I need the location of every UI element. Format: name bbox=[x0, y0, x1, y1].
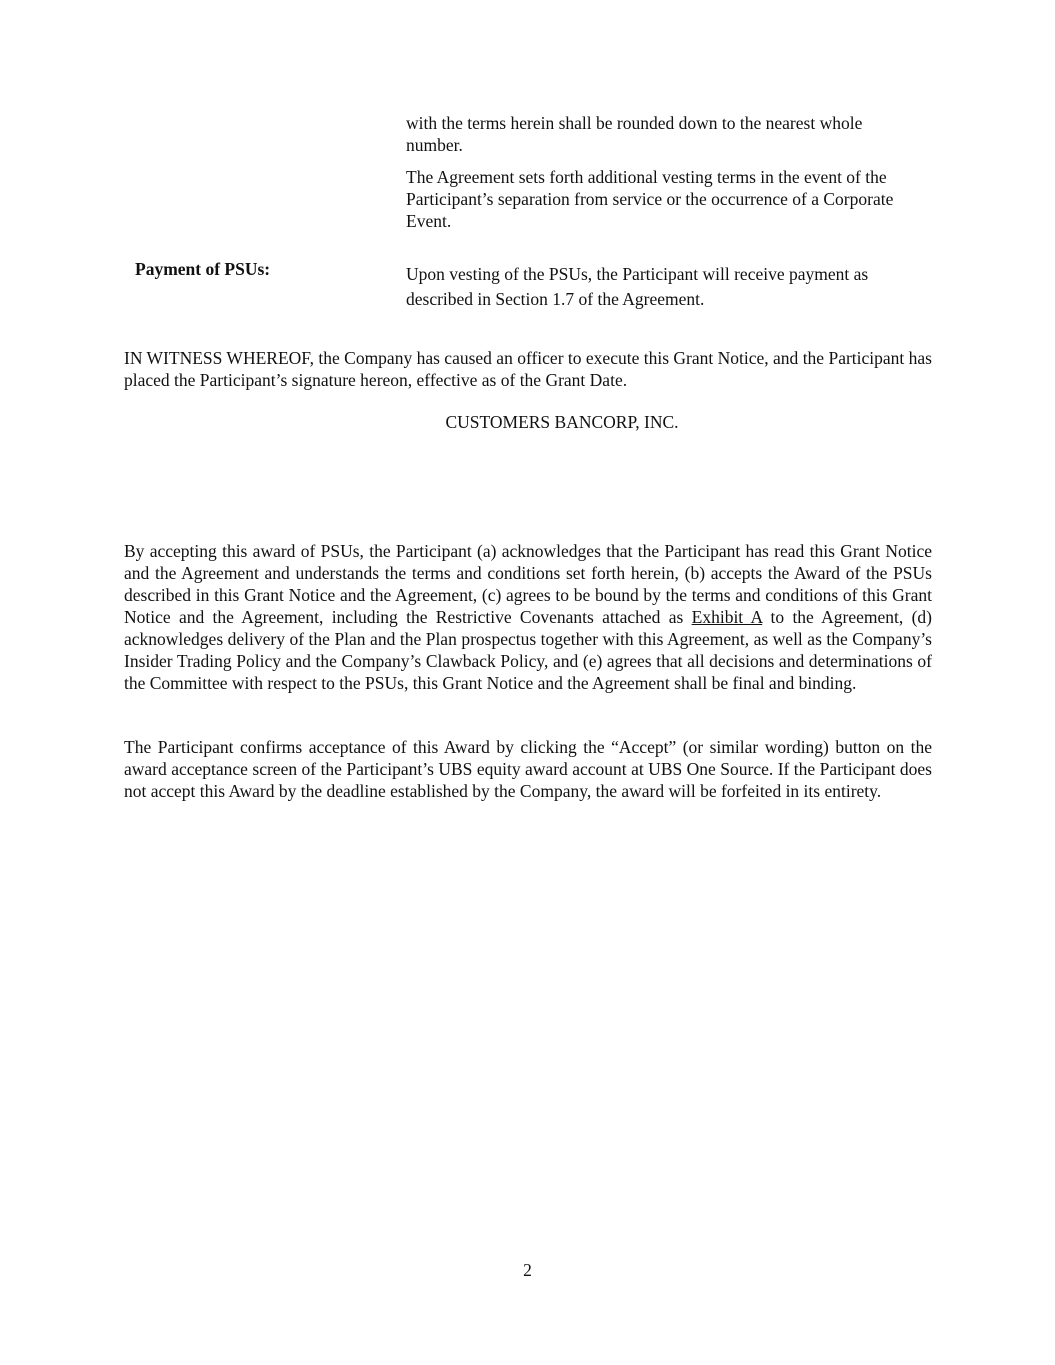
confirmation-paragraph: The Participant confirms acceptance of this Award by clicking the “Accept” (or similar wording) button on the award acceptance screen of the Participant’s UBS equity award account at UBS One Source. If the Participant does not accept this Award by the deadline established by the Company, the award will be forfeited in its entirety. bbox=[124, 737, 932, 801]
vesting-additional-terms: The Agreement sets forth additional vesting terms in the event of the Participant’s separation from service or the occurrence of a Corporate Event. bbox=[406, 167, 894, 231]
exhibit-a-reference: Exhibit A bbox=[691, 607, 763, 627]
witness-paragraph: IN WITNESS WHEREOF, the Company has caused an officer to execute this Grant Notice, and the Participant has placed the Participant’s signature hereon, effective as of the Grant Date. bbox=[124, 348, 932, 390]
acceptance-text-before: By accepting this award of PSUs, the Participant (a) acknowledges that the Participant has read this Grant Notice and the Agreement and understands the terms and conditions set forth herein, (b) accepts the Award of the PSUs described in this Grant Notice and the Agreement, (c) agrees to be bound by the terms and conditions of this Grant Notice and the Agreement, including the Restrictive Covenants attached as bbox=[124, 541, 932, 627]
payment-text: Upon vesting of the PSUs, the Participant will receive payment as described in Section 1.7 of the Agreement. bbox=[406, 264, 869, 309]
payment-label: Payment of PSUs: bbox=[135, 259, 271, 279]
page-number: 2 bbox=[523, 1260, 532, 1280]
acceptance-paragraph bbox=[124, 540, 932, 694]
company-name: CUSTOMERS BANCORP, INC. bbox=[445, 412, 679, 432]
acceptance-text-after: to the Agreement, (d) acknowledges delivery of the Plan and the Plan prospectus together with this Agreement, as well as the Company’s Insider Trading Policy and the Company’s Clawback Policy, and (e) agrees that all decisions and determinations of the Committee with respect to the PSUs, this Grant Notice and the Agreement shall be final and binding. bbox=[124, 607, 933, 693]
vesting-rounding-text: with the terms herein shall be rounded down to the nearest whole number. bbox=[406, 113, 863, 155]
